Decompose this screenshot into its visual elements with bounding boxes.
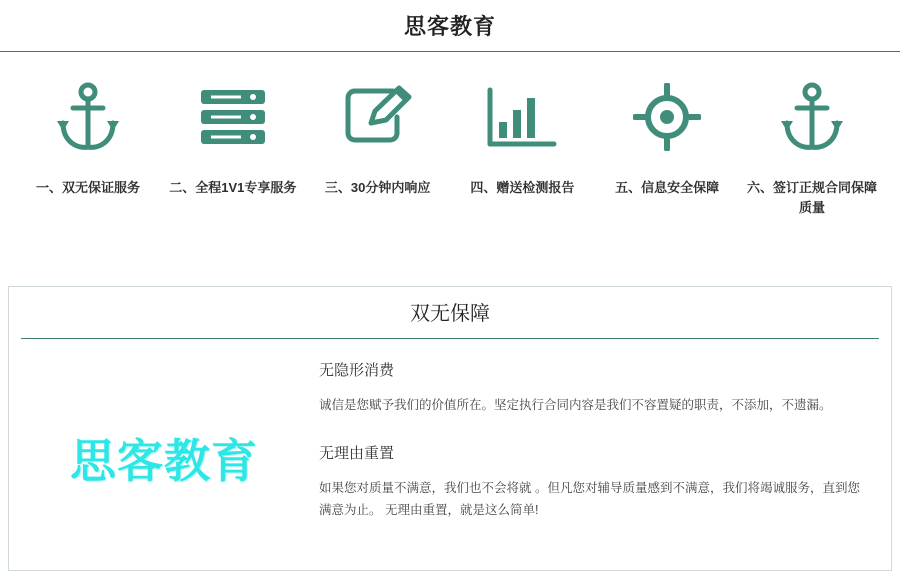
feature-item: [163, 78, 303, 198]
card-title: 双无保障: [21, 287, 879, 339]
feature-label: 五、信息安全保障: [615, 180, 720, 195]
feature-item: [18, 78, 158, 198]
section-title: 无隐形消费: [319, 362, 395, 379]
feature-item: [308, 78, 448, 198]
feature-label: 一、双无保证服务: [35, 180, 140, 195]
brand-logo: 思客教育: [70, 434, 258, 487]
feature-label: 三、30分钟内响应: [324, 180, 431, 195]
page-title: 思客教育: [403, 14, 496, 39]
logo-area: [9, 359, 319, 521]
card-body: [9, 339, 891, 521]
target-icon: [633, 78, 701, 156]
feature-item: [452, 78, 592, 198]
section-title: 无理由重置: [319, 445, 395, 462]
section-text: 如果您对质量不满意，我们也不会将就 。但凡您对辅导质量感到不满意，我们将竭诚服务，直到您满意为止。 无理由重置，就是这么简单!: [319, 481, 860, 517]
server-icon: [197, 78, 269, 156]
section-text: 诚信是您赋予我们的价值所在。坚定执行合同内容是我们不容置疑的职责，不添加，不遗漏。: [319, 398, 832, 412]
feature-label: 四、赠送检测报告: [470, 180, 575, 195]
card-text-area: [319, 359, 891, 521]
feature-label: 二、全程1V1专享服务: [169, 180, 297, 195]
page-header: [0, 0, 900, 52]
feature-label: 六、签订正规合同保障质量: [746, 180, 877, 215]
feature-row: [0, 52, 900, 218]
guarantee-card: [8, 286, 892, 571]
feature-item: [597, 78, 737, 198]
anchor-icon: [777, 78, 847, 156]
anchor-icon: [53, 78, 123, 156]
edit-note-icon: [341, 78, 415, 156]
feature-item: [742, 78, 882, 218]
bar-chart-icon: [484, 78, 560, 156]
